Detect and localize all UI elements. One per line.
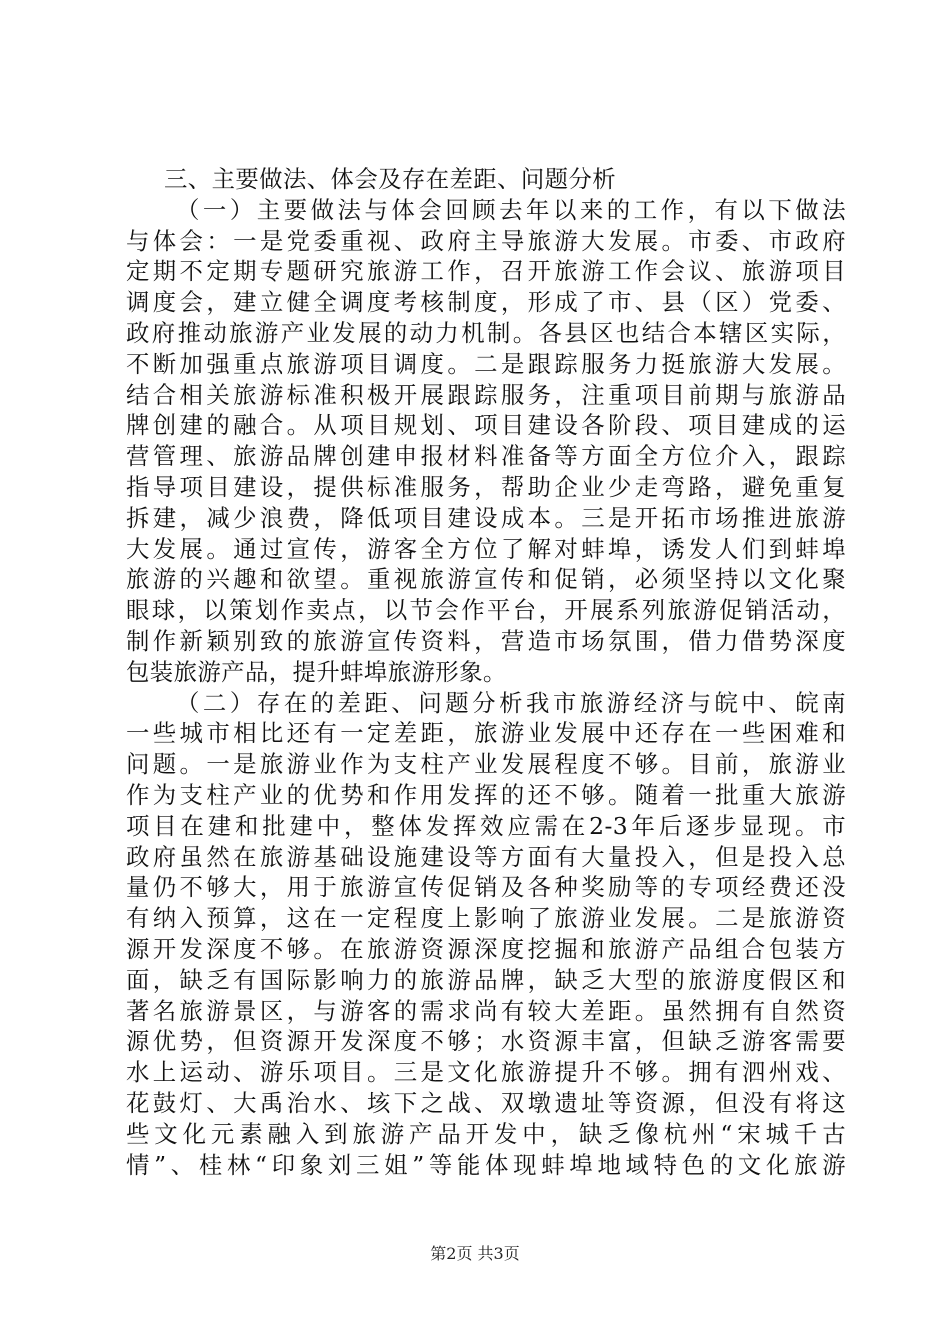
paragraph-line: 源优势，但资源开发深度不够；水资源丰富，但缺乏游客需要: [126, 1027, 846, 1056]
paragraph-line: 指导项目建设，提供标准服务，帮助企业少走弯路，避免重复: [126, 472, 846, 501]
paragraph-line: 结合相关旅游标准积极开展跟踪服务，注重项目前期与旅游品: [126, 380, 846, 409]
section-heading: 三、主要做法、体会及存在差距、问题分析: [164, 165, 617, 193]
paragraph-line: 调度会，建立健全调度考核制度，形成了市、县（区）党委、: [126, 288, 846, 317]
paragraph-line: 著名旅游景区，与游客的需求尚有较大差距。虽然拥有自然资: [126, 996, 846, 1025]
paragraph-line: 些文化元素融入到旅游产品开发中，缺乏像杭州“宋城千古: [126, 1119, 846, 1148]
paragraph-line: 花鼓灯、大禹治水、垓下之战、双墩遗址等资源，但没有将这: [126, 1088, 846, 1117]
paragraph-line: （二）存在的差距、问题分析我市旅游经济与皖中、皖南: [176, 688, 846, 717]
paragraph-line: 不断加强重点旅游项目调度。二是跟踪服务力挺旅游大发展。: [126, 349, 846, 378]
paragraph-line: 营管理、旅游品牌创建申报材料准备等方面全方位介入，跟踪: [126, 442, 846, 471]
paragraph-line: 包装旅游产品，提升蚌埠旅游形象。: [126, 657, 507, 686]
paragraph-line: 源开发深度不够。在旅游资源深度挖掘和旅游产品组合包装方: [126, 934, 846, 963]
paragraph-line: 问题。一是旅游业作为支柱产业发展程度不够。目前，旅游业: [126, 750, 846, 779]
paragraph-line: 与体会：一是党委重视、政府主导旅游大发展。市委、市政府: [126, 226, 846, 255]
paragraph-line: 项目在建和批建中，整体发挥效应需在2-3年后逐步显现。市: [126, 811, 846, 840]
paragraph-line: 量仍不够大，用于旅游宣传促销及各种奖励等的专项经费还没: [126, 873, 846, 902]
paragraph-line: 牌创建的融合。从项目规划、项目建设各阶段、项目建成的运: [126, 411, 846, 440]
paragraph-line: 有纳入预算，这在一定程度上影响了旅游业发展。二是旅游资: [126, 904, 846, 933]
paragraph-line: （一）主要做法与体会回顾去年以来的工作，有以下做法: [176, 195, 846, 224]
paragraph-line: 作为支柱产业的优势和作用发挥的还不够。随着一批重大旅游: [126, 780, 846, 809]
paragraph-line: 制作新颖别致的旅游宣传资料，营造市场氛围，借力借势深度: [126, 626, 846, 655]
paragraph-line: 水上运动、游乐项目。三是文化旅游提升不够。拥有泗州戏、: [126, 1058, 846, 1087]
document-body: [126, 164, 846, 1180]
paragraph-line: 旅游的兴趣和欲望。重视旅游宣传和促销，必须坚持以文化聚: [126, 565, 846, 594]
paragraph-line: 拆建，减少浪费，降低项目建设成本。三是开拓市场推进旅游: [126, 503, 846, 532]
paragraph-line: 政府虽然在旅游基础设施建设等方面有大量投入，但是投入总: [126, 842, 846, 871]
paragraph-line: 眼球，以策划作卖点，以节会作平台，开展系列旅游促销活动，: [126, 596, 846, 625]
paragraph-line: 政府推动旅游产业发展的动力机制。各县区也结合本辖区实际，: [126, 318, 846, 347]
page-number-footer: 第2页 共3页: [430, 1244, 520, 1263]
paragraph-line: 大发展。通过宣传，游客全方位了解对蚌埠，诱发人们到蚌埠: [126, 534, 846, 563]
paragraph-line: 一些城市相比还有一定差距，旅游业发展中还存在一些困难和: [126, 719, 846, 748]
paragraph-line: 面，缺乏有国际影响力的旅游品牌，缺乏大型的旅游度假区和: [126, 965, 846, 994]
paragraph-line: 情”、桂林“印象刘三姐”等能体现蚌埠地域特色的文化旅游: [126, 1150, 846, 1179]
paragraph-line: 定期不定期专题研究旅游工作，召开旅游工作会议、旅游项目: [126, 257, 846, 286]
